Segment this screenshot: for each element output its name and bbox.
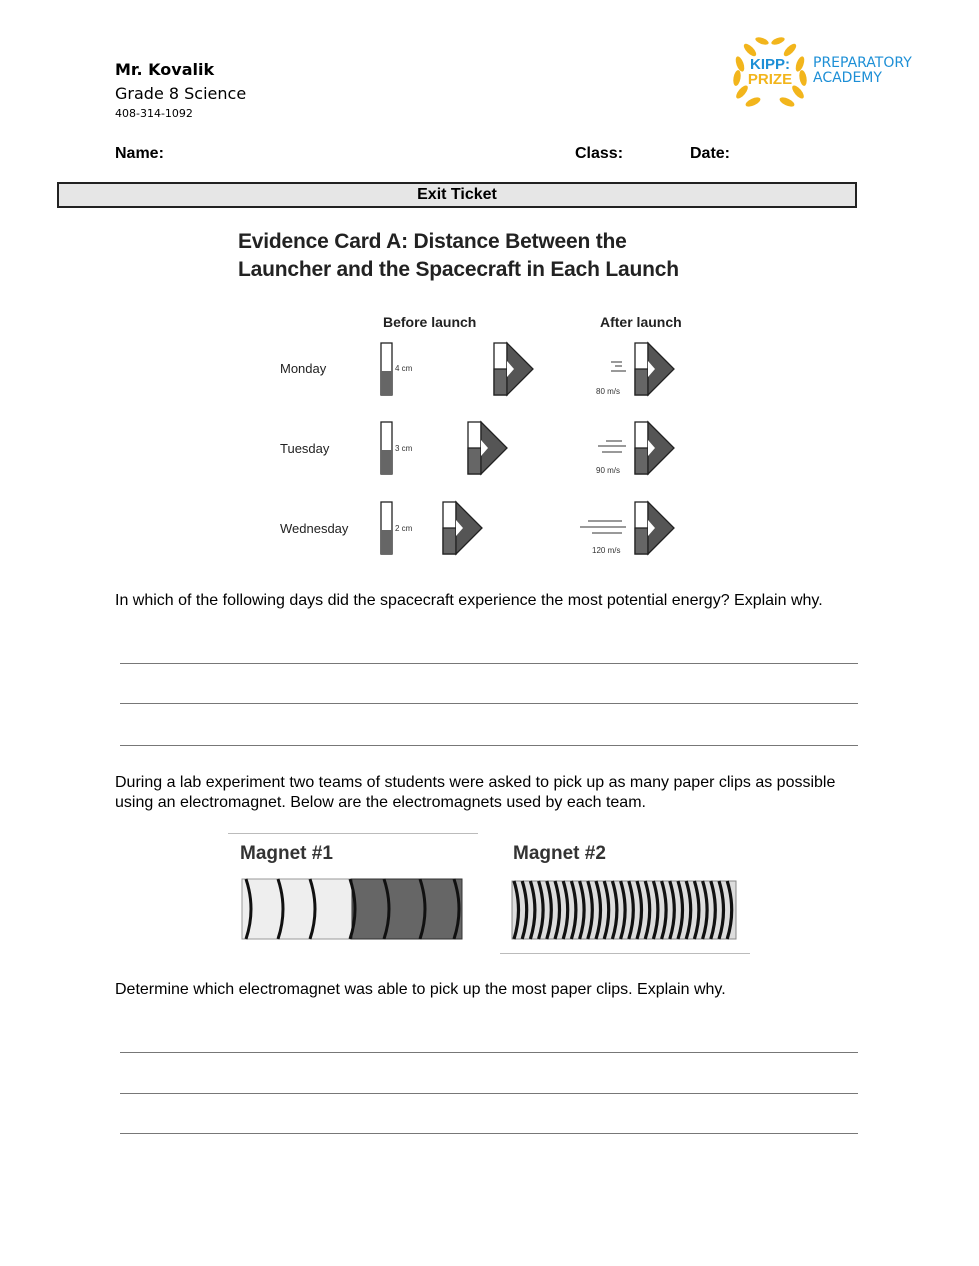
day-label-monday: Monday <box>280 361 327 376</box>
magnet-2-divider <box>500 953 750 954</box>
magnet-1-image <box>238 875 466 945</box>
launcher-gauge-tuesday <box>381 422 392 474</box>
answer-line[interactable] <box>120 703 858 704</box>
magnet-1-label: Magnet #1 <box>240 843 333 864</box>
question-2: Determine which electromagnet was able to pick up the most paper clips. Explain why. <box>115 981 726 998</box>
day-label-tuesday: Tuesday <box>280 441 330 456</box>
after-launch-label: After launch <box>600 314 682 330</box>
spacecraft-before-wednesday <box>443 502 482 554</box>
magnet-2-label: Magnet #2 <box>513 843 606 864</box>
speed-tuesday: 90 m/s <box>596 466 621 475</box>
spacecraft-before-monday <box>494 343 533 395</box>
spacecraft-before-tuesday <box>468 422 507 474</box>
logo-line-preparatory: PREPARATORY <box>813 55 912 71</box>
distance-tuesday: 3 cm <box>395 444 413 453</box>
launcher-gauge-monday <box>381 343 392 395</box>
speed-lines-tuesday <box>598 441 626 452</box>
launch-diagram <box>370 335 690 565</box>
evidence-card-title-line2: Launcher and the Spacecraft in Each Launch <box>238 258 679 281</box>
spacecraft-after-wednesday <box>635 502 674 554</box>
exit-ticket-banner: Exit Ticket <box>57 182 857 208</box>
distance-monday: 4 cm <box>395 364 413 373</box>
evidence-card-title <box>238 228 679 284</box>
speed-monday: 80 m/s <box>596 387 621 396</box>
date-label: Date: <box>690 145 731 162</box>
speed-wednesday: 120 m/s <box>592 546 621 555</box>
spacecraft-after-tuesday <box>635 422 674 474</box>
electromagnet-paragraph: During a lab experiment two teams of students were asked to pick up as many paper clips as possible using an electromagnet. Below are the electromagnets used by each team. <box>115 774 836 811</box>
logo-line-academy: ACADEMY <box>813 70 882 86</box>
logo-academy-text <box>813 56 912 86</box>
answer-line[interactable] <box>120 745 858 746</box>
class-label: Class: <box>575 145 624 162</box>
speed-lines-monday <box>611 362 626 371</box>
answer-line[interactable] <box>120 663 858 664</box>
answer-line[interactable] <box>120 1093 858 1094</box>
day-label-wednesday: Wednesday <box>280 521 349 536</box>
magnet-1-divider <box>228 833 478 834</box>
launcher-gauge-wednesday <box>381 502 392 554</box>
speed-lines-wednesday <box>580 521 626 533</box>
logo-prize-text: PRIZE <box>747 71 793 88</box>
magnet-2-image <box>508 875 742 945</box>
phone-number: 408-314-1092 <box>115 107 193 120</box>
evidence-card-title-line1: Evidence Card A: Distance Between the <box>238 230 627 253</box>
spacecraft-after-monday <box>635 343 674 395</box>
question-1: In which of the following days did the spacecraft experience the most potential energy? Explain why. <box>115 592 823 609</box>
course-name: Grade 8 Science <box>115 84 247 103</box>
logo-kipp-text: KIPP: <box>749 56 791 73</box>
before-launch-label: Before launch <box>383 314 477 330</box>
teacher-name: Mr. Kovalik <box>115 60 215 79</box>
answer-line[interactable] <box>120 1052 858 1053</box>
name-label: Name: <box>115 145 164 162</box>
distance-wednesday: 2 cm <box>395 524 413 533</box>
teacher-info <box>115 60 246 122</box>
answer-line[interactable] <box>120 1133 858 1134</box>
